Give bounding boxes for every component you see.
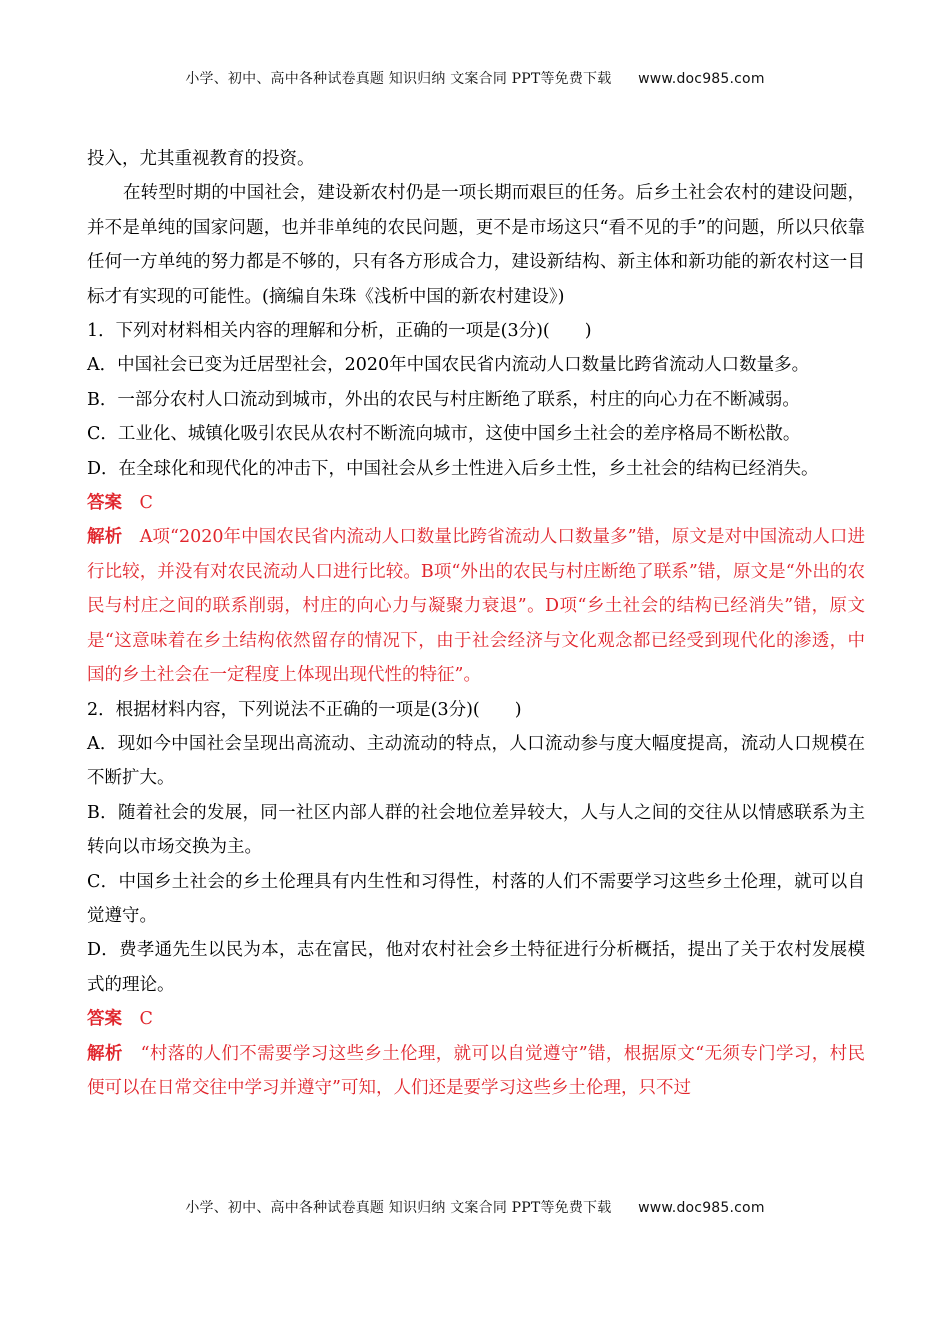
question-1-answer (87, 486, 865, 520)
question-1-stem: 1．下列对材料相关内容的理解和分析，正确的一项是(3分)( ) (87, 321, 592, 342)
question-2-option-c: C．中国乡土社会的乡土伦理具有内生性和习得性，村落的人们不需要学习这些乡土伦理，就可以自觉遵守。 (87, 871, 865, 926)
question-2-option-b: B．随着社会的发展，同一社区内部人群的社会地位差异较大，人与人之间的交往从以情感联系为主转向以市场交换为主。 (87, 802, 865, 858)
question-2-analysis (87, 1037, 865, 1106)
question-1-analysis (87, 520, 865, 692)
answer-label: 答案 (87, 1009, 122, 1030)
analysis-text: A项“2020年中国农民省内流动人口数量比跨省流动人口数量多”错，原文是对中国流动人口进行比较，并没有对农民流动人口进行比较。B项“外出的农民与村庄断绝了联系”错，原文是“外出的农民与村庄之间的联系削弱，村庄的向心力与凝聚力衰退”。D项“乡土社会的结构已经消失”错，原文是“这意味着在乡土结构依然留存的情况下，由于社会经济与文化观念都已经受到现代化的渗透，中国的乡土社会在一定程度上体现出现代性的特征”。 (87, 527, 865, 686)
document-body (87, 142, 865, 1105)
question-1-option-b: B．一部分农村人口流动到城市，外出的农民与村庄断绝了联系，村庄的向心力在不断减弱。 (87, 389, 800, 410)
answer-value: C (139, 493, 153, 514)
question-2-option-a: A．现如今中国社会呈现出高流动、主动流动的特点，人口流动参与度大幅度提高，流动人口规模在不断扩大。 (87, 733, 865, 789)
question-2-stem: 2．根据材料内容，下列说法不正确的一项是(3分)( ) (87, 699, 522, 720)
header-site: www.doc985.com (638, 71, 765, 87)
question-2-answer (87, 1002, 865, 1036)
paragraph-main: 在转型时期的中国社会，建设新农村仍是一项长期而艰巨的任务。后乡土社会农村的建设问题，并不是单纯的国家问题，也并非单纯的农民问题，更不是市场这只“看不见的手”的问题，所以只依靠任何一方单纯的努力都是不够的，只有各方形成合力，建设新结构、新主体和新功能的新农村这一目标才有实现的可能性。(摘编自朱珠《浅析中国的新农村建设》) (87, 183, 865, 307)
analysis-label: 解析 (87, 527, 123, 548)
analysis-text: “村落的人们不需要学习这些乡土伦理，就可以自觉遵守”错，根据原文“无须专门学习，村民便可以在日常交往中学习并遵守”可知，人们还是要学习这些乡土伦理，只不过 (87, 1043, 866, 1098)
question-1-option-d: D．在全球化和现代化的冲击下，中国社会从乡土性进入后乡土性，乡土社会的结构已经消失。 (87, 458, 819, 479)
footer-site: www.doc985.com (638, 1200, 765, 1216)
analysis-label: 解析 (87, 1043, 123, 1064)
answer-label: 答案 (87, 493, 122, 514)
paragraph-continued: 投入，尤其重视教育的投资。 (87, 149, 315, 169)
question-1-option-c: C．工业化、城镇化吸引农民从农村不断流向城市，这使中国乡土社会的差序格局不断松散。 (87, 424, 801, 445)
page-header (0, 68, 950, 88)
question-1-option-a: A．中国社会已变为迁居型社会，2020年中国农民省内流动人口数量比跨省流动人口数量多。 (87, 355, 810, 376)
answer-value: C (139, 1009, 153, 1030)
page-footer (0, 1197, 950, 1217)
question-2-option-d: D．费孝通先生以民为本，志在富民，他对农村社会乡土特征进行分析概括，提出了关于农村发展模式的理论。 (87, 940, 865, 995)
header-text: 小学、初中、高中各种试卷真题 知识归纳 文案合同 PPT等免费下载 (185, 71, 612, 87)
footer-text: 小学、初中、高中各种试卷真题 知识归纳 文案合同 PPT等免费下载 (185, 1200, 612, 1216)
